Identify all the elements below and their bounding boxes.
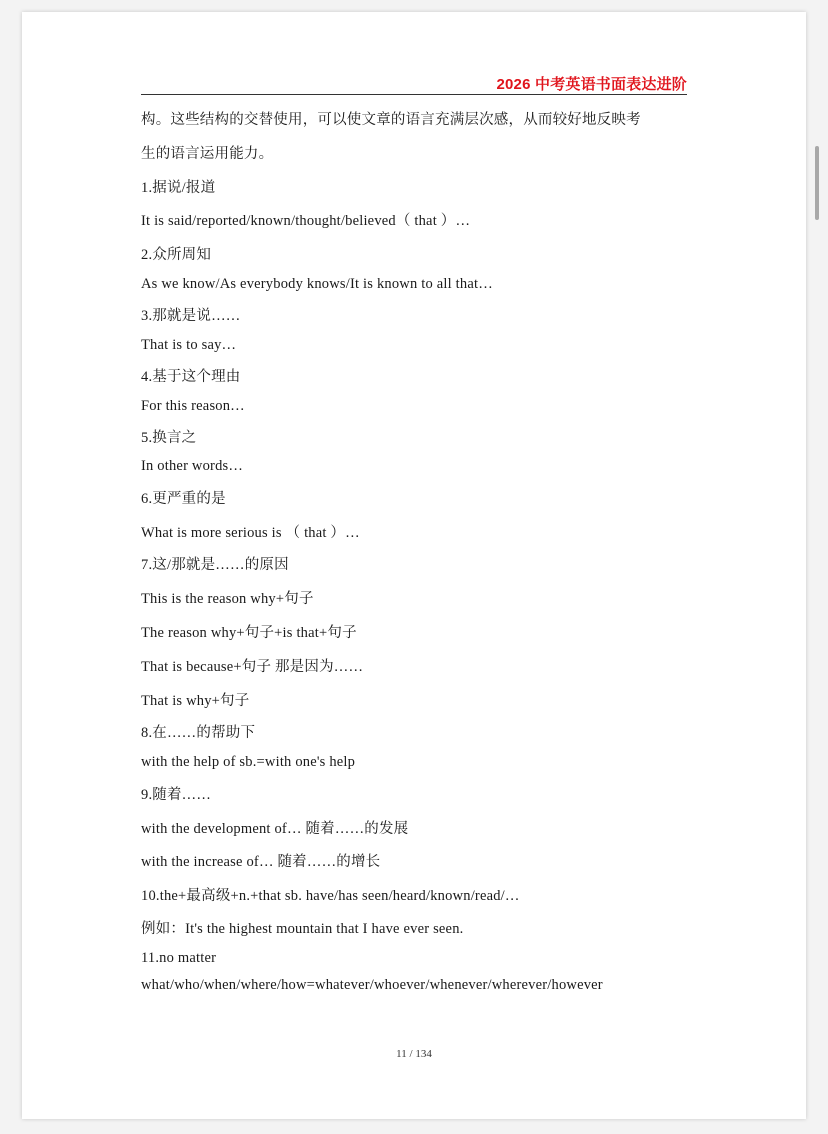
text-line: This is the reason why+句子 — [141, 591, 314, 607]
text-line: 3.那就是说…… — [141, 308, 241, 324]
text-line: 11.no matter — [141, 950, 217, 966]
text-line: That is why+句子 — [141, 693, 250, 709]
text-line: 4.基于这个理由 — [141, 369, 241, 385]
text-line: 8.在……的帮助下 — [141, 725, 256, 741]
text-line: That is to say… — [141, 337, 237, 353]
text-line: As we know/As everybody knows/It is known to all that… — [141, 276, 493, 292]
scrollbar-thumb[interactable] — [815, 146, 819, 220]
header-divider — [141, 94, 687, 95]
text-line: what/who/when/where/how=whatever/whoever/whenever/wherever/however — [141, 977, 603, 993]
text-line: 6.更严重的是 — [141, 491, 226, 507]
text-line: 10.the+最高级+n.+that sb. have/has seen/heard/known/read/… — [141, 888, 520, 904]
text-line: 构。这些结构的交替使用，可以使文章的语言充满层次感，从而较好地反映考 — [141, 112, 641, 128]
page-indicator: 11 / 134 — [396, 1048, 432, 1060]
text-line: In other words… — [141, 458, 244, 474]
text-line: 例如：It's the highest mountain that I have ever seen. — [141, 921, 464, 937]
document-page — [22, 12, 806, 1119]
text-line: 7.这/那就是……的原因 — [141, 557, 289, 573]
text-line: with the increase of… 随着……的增长 — [141, 854, 381, 870]
text-line: The reason why+句子+is that+句子 — [141, 625, 357, 641]
text-line: It is said/reported/known/thought/believed（ that ）… — [141, 213, 471, 229]
text-line: 1.据说/报道 — [141, 180, 216, 196]
text-line: 5.换言之 — [141, 430, 197, 446]
text-line: 9.随着…… — [141, 787, 212, 803]
header-title: 2026 中考英语书面表达进阶 — [496, 76, 687, 93]
text-line: For this reason… — [141, 398, 245, 414]
text-line: That is because+句子 那是因为…… — [141, 659, 364, 675]
text-line: 生的语言运用能力。 — [141, 146, 274, 162]
text-line: with the help of sb.=with one's help — [141, 754, 356, 770]
text-line: with the development of… 随着……的发展 — [141, 821, 409, 837]
text-line: What is more serious is （ that ）… — [141, 525, 360, 541]
text-line: 2.众所周知 — [141, 247, 212, 263]
